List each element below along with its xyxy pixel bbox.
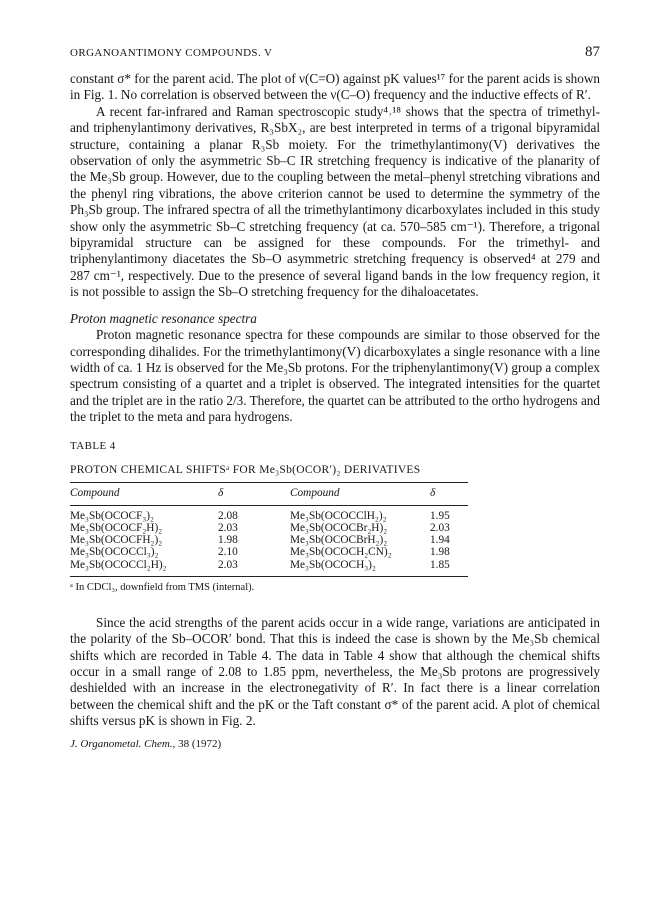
table-cell: Me₃Sb(OCOCFH₂)₂ bbox=[70, 534, 163, 547]
running-head bbox=[70, 44, 600, 61]
running-head-title: ORGANOANTIMONY COMPOUNDS. V bbox=[70, 47, 273, 59]
table-caption: PROTON CHEMICAL SHIFTSᵃ FOR Me₃Sb(OCOR′)₂ DERIVATIVES bbox=[70, 463, 421, 476]
column-header: δ bbox=[430, 482, 468, 505]
table-cell: 1.98 bbox=[430, 546, 450, 559]
table-cell: Me₃Sb(OCOCF₂H)₂ bbox=[70, 521, 163, 534]
table-footnote: ᵃ In CDCl₃, downfield from TMS (internal). bbox=[70, 581, 255, 593]
table-cell: Me₃Sb(OCOCBr₂H)₂ bbox=[290, 521, 388, 534]
body-paragraph: Proton magnetic resonance spectra for these compounds are similar to those observed for the corresponding dihalides. For the trimethylantimony(V) dicarboxylates a single resonance with a line width of ca. 1 Hz is observed for the Me₃Sb protons. For the triphenylantimony(V) group a complex spectrum consisting of a quartet and a triplet is observed. The integrated intensities for the quartet and the triplet are in the ratio 2/3. Therefore, the quartet can be attributed to the ortho hydrogens and the triplet to the meta and para hydrogens. bbox=[70, 327, 600, 425]
table-row bbox=[70, 546, 468, 558]
column-header: δ bbox=[218, 482, 290, 505]
journal-name: J. Organometal. Chem., bbox=[70, 737, 176, 750]
table-cell: 2.03 bbox=[430, 521, 450, 534]
table-row bbox=[70, 522, 468, 534]
table-cell: 2.03 bbox=[218, 521, 238, 534]
column-header: Compound bbox=[290, 482, 430, 505]
table-cell: Me₃Sb(OCOCCl₃)₂ bbox=[70, 546, 159, 559]
body-paragraph: Since the acid strengths of the parent acids occur in a wide range, variations are anticipated in the polarity of the Sb–OCOR′ bond. That this is indeed the case is shown by the Me₃Sb chemical shifts which are recorded in Table 4. The data in Table 4 show that although the chemical shifts occur in a small range of 2.08 to 1.85 ppm, nevertheless, the Me₃Sb protons are progressively deshielded with an increase in the electronegativity of R′. In fact there is a linear correlation between the chemical shift and the pK or the Taft constant σ* of the parent acid. A plot of chemical shifts versus pK is shown in Fig. 2. bbox=[70, 614, 600, 729]
table-cell: 2.10 bbox=[218, 546, 238, 559]
chemical-shift-table bbox=[70, 482, 468, 577]
journal-citation bbox=[70, 738, 600, 750]
table-cell: 1.94 bbox=[430, 534, 450, 547]
body-paragraph: A recent far-infrared and Raman spectroscopic study⁴˒¹⁸ shows that the spectra of trimethyl- and triphenylantimony derivatives, R₃SbX₂, are best interpreted in terms of a trigonal bipyramidal structure, containing a planar R₃Sb moiety. For the trimethylantimony(V) derivatives the observation of only the asymmetric Sb–C IR stretching frequency is indicative of the planarity of the Me₃Sb group. However, due to the coupling between the metal–phenyl stretching vibrations and the phenyl ring vibrations, the above criterion cannot be used to determine the symmetry of the Ph₃Sb group. The infrared spectra of all the trimethylantimony dicarboxylates included in this study show only the asymmetric Sb–C stretching frequency (at ca. 570–585 cm⁻¹). Therefore, a trigonal bipyramidal structure can be assigned for these compounds. For the trimethyl- and triphenylantimony diacetates the Sb–O asymmetric stretching frequency is observed⁴ at 279 and 287 cm⁻¹, respectively. Due to the presence of several ligand bands in the low frequency region, it is not possible to assign the Sb–O stretching frequency for the dihaloacetates. bbox=[70, 103, 600, 300]
page-number: 87 bbox=[585, 44, 600, 60]
table-cell: Me₃Sb(OCOCClH₂)₂ bbox=[290, 509, 387, 522]
table-cell: Me₃Sb(OCOCH₂CN)₂ bbox=[290, 546, 392, 559]
table-cell: 1.95 bbox=[430, 509, 450, 522]
table-cell: 2.03 bbox=[218, 559, 290, 577]
body-paragraph: constant σ* for the parent acid. The plot of ν(C=O) against pK values¹⁷ for the parent acids is shown in Fig. 1. No correlation is observed between the ν(C–O) frequency and the inductive effects of R′. bbox=[70, 71, 600, 103]
table-cell: Me₃Sb(OCOCF₃)₂ bbox=[70, 509, 154, 522]
table-row bbox=[70, 559, 468, 577]
table-row bbox=[70, 505, 468, 522]
journal-page bbox=[70, 44, 600, 750]
table-label: TABLE 4 bbox=[70, 439, 116, 452]
table-cell: Me₃Sb(OCOCBrH₂)₂ bbox=[290, 534, 388, 547]
table-cell: 1.85 bbox=[430, 559, 468, 577]
table-row bbox=[70, 534, 468, 546]
journal-volume-year: 38 (1972) bbox=[178, 737, 222, 750]
table-header-row bbox=[70, 482, 468, 505]
table-cell: Me₃Sb(OCOCH₃)₂ bbox=[290, 559, 430, 577]
section-heading: Proton magnetic resonance spectra bbox=[70, 310, 257, 326]
table-cell: Me₃Sb(OCOCCl₂H)₂ bbox=[70, 559, 218, 577]
column-header: Compound bbox=[70, 482, 218, 505]
table-cell: 2.08 bbox=[218, 509, 238, 522]
table-cell: 1.98 bbox=[218, 534, 238, 547]
